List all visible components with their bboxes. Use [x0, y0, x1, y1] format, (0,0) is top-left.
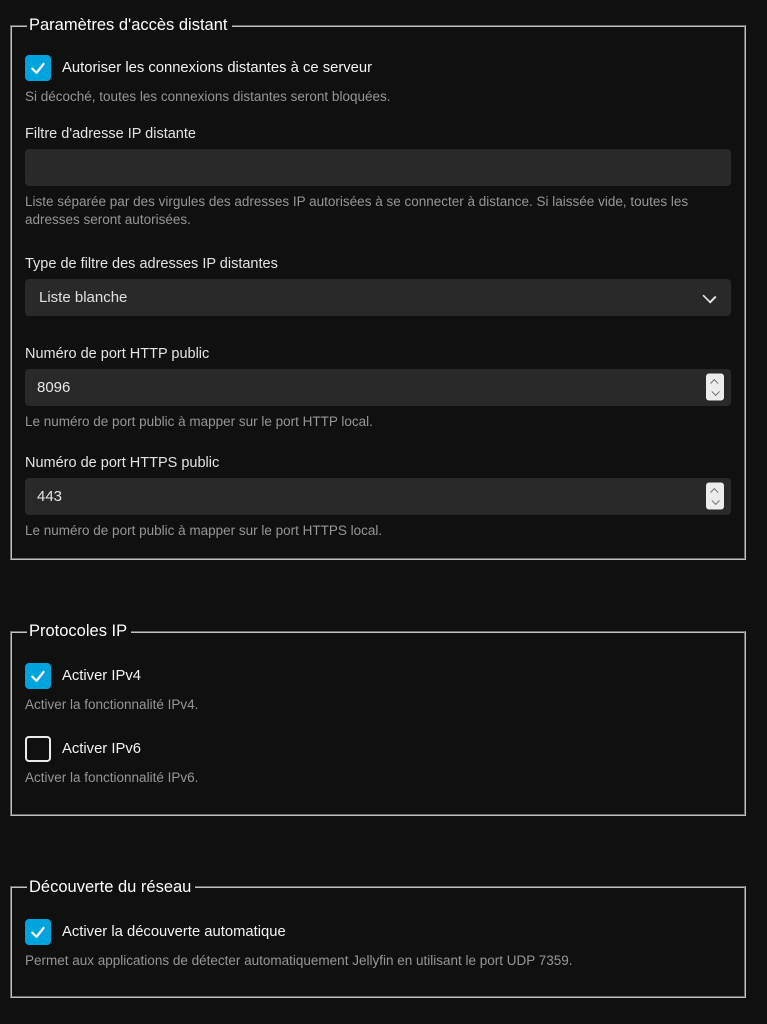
enable-ipv4-label: Activer IPv4: [62, 668, 141, 685]
enable-ipv4-checkbox[interactable]: [25, 663, 731, 689]
check-icon: [29, 667, 47, 685]
check-icon: [29, 923, 47, 941]
checkbox-icon: [25, 55, 51, 81]
network-discovery-section: [10, 878, 746, 998]
allow-remote-connections-label: Autoriser les connexions distantes à ce serveur: [62, 60, 373, 76]
allow-remote-connections-help: Si décoché, toutes les connexions distantes seront bloquées.: [25, 89, 391, 104]
public-http-port-input[interactable]: [25, 369, 731, 406]
enable-ipv4-help: Activer la fonctionnalité IPv4.: [25, 697, 199, 713]
enable-autodiscovery-help: Permet aux applications de détecter automatiquement Jellyfin en utilisant le port UDP 7359.: [25, 952, 573, 968]
checkbox-icon: [25, 919, 51, 945]
remote-ip-filter-input[interactable]: [25, 149, 731, 186]
chevron-up-icon: [710, 379, 718, 387]
public-https-port-help: Le numéro de port public à mapper sur le port HTTPS local.: [25, 522, 383, 538]
ip-protocols-section: [10, 622, 746, 815]
ip-protocols-legend: Protocoles IP: [29, 622, 128, 641]
allow-remote-connections-checkbox[interactable]: [25, 55, 731, 81]
check-icon: [29, 59, 47, 77]
remote-access-legend: Paramètres d'accès distant: [29, 16, 228, 34]
enable-autodiscovery-checkbox[interactable]: [25, 919, 731, 945]
checkbox-icon: [25, 736, 51, 762]
enable-ipv6-label: Activer IPv6: [62, 741, 141, 758]
https-port-stepper[interactable]: [706, 483, 724, 510]
ip-filter-type-select[interactable]: [25, 279, 731, 316]
network-discovery-legend: Découverte du réseau: [29, 877, 192, 896]
chevron-up-icon: [710, 488, 718, 496]
enable-ipv6-help: Activer la fonctionnalité IPv6.: [25, 770, 199, 786]
chevron-down-icon: [702, 289, 716, 303]
public-https-port-label: Numéro de port HTTPS public: [25, 454, 220, 471]
ip-filter-type-label: Type de filtre des adresses IP distantes: [25, 255, 278, 272]
public-http-port-label: Numéro de port HTTP public: [25, 345, 210, 362]
enable-ipv6-checkbox[interactable]: [25, 736, 731, 762]
http-port-stepper[interactable]: [706, 374, 724, 401]
enable-autodiscovery-label: Activer la découverte automatique: [62, 923, 286, 940]
remote-ip-filter-help: Liste séparée par des virgules des adresses IP autorisées à se connecter à distance. Si laissée vide, toutes les adresses seront autorisées.: [25, 194, 689, 228]
chevron-down-icon: [711, 496, 719, 504]
public-https-port-input[interactable]: [25, 478, 731, 515]
checkbox-icon: [25, 663, 51, 689]
public-http-port-help: Le numéro de port public à mapper sur le port HTTP local.: [25, 413, 373, 429]
ip-filter-type-selected-value: Liste blanche: [39, 288, 128, 306]
remote-ip-filter-label: Filtre d'adresse IP distante: [25, 126, 196, 143]
chevron-down-icon: [711, 387, 719, 395]
remote-access-section: [10, 16, 746, 560]
